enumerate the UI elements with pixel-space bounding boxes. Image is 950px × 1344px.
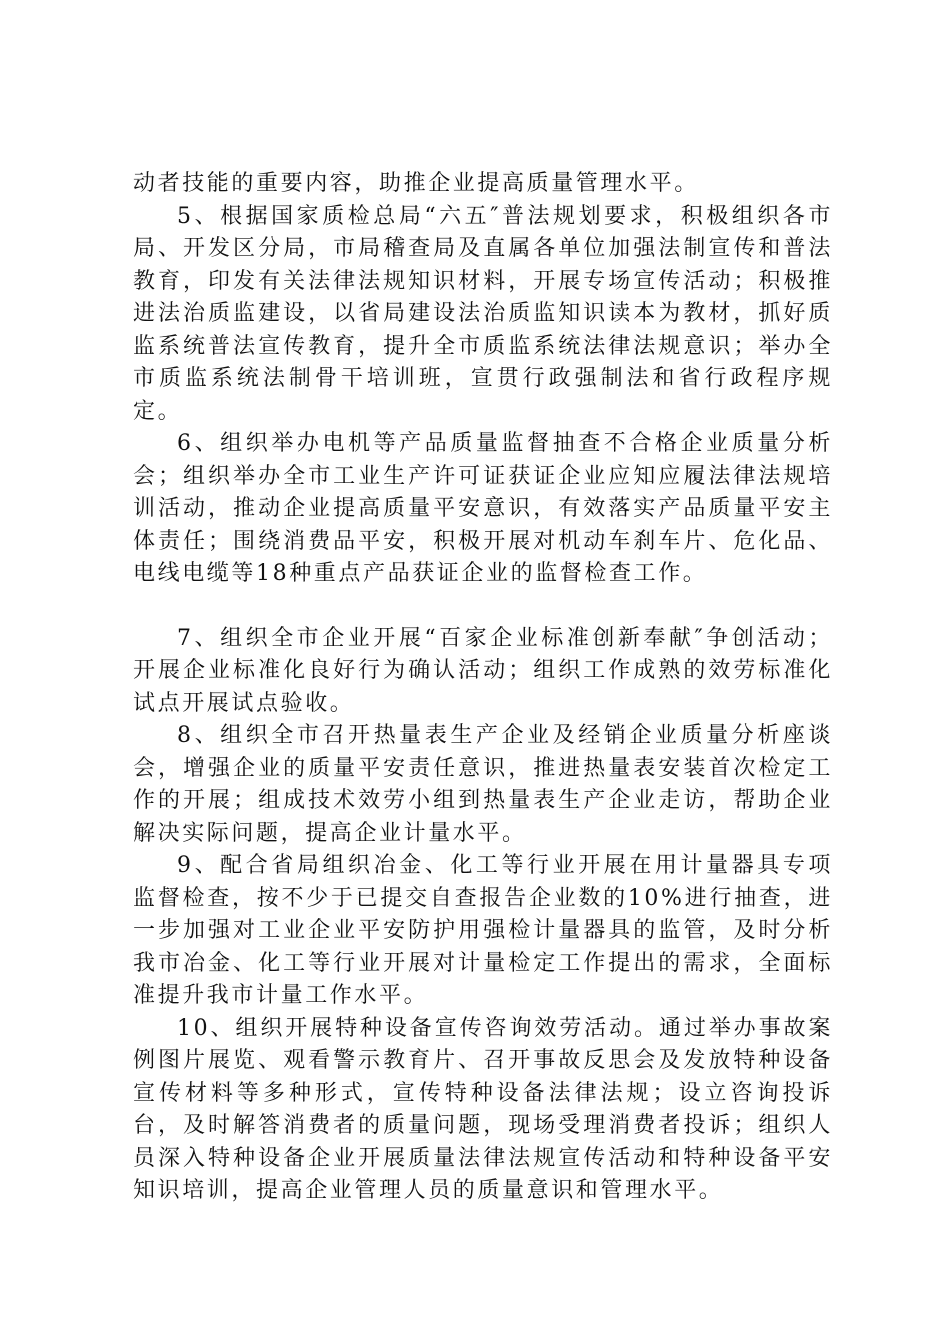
paragraph-item-9: 9、配合省局组织冶金、化工等行业开展在用计量器具专项监督检查，按不少于已提交自查报告企业数的10%进行抽查，进一步加强对工业企业平安防护用强检计量器具的监管，及时分析我市冶金、化工等行业开展对计量检定工作提出的需求，全面标准提升我市计量工作水平。: [133, 853, 833, 1008]
paragraph-item-10: 10、组织开展特种设备宣传咨询效劳活动。通过举办事故案例图片展览、观看警示教育片、召开事故反思会及发放特种设备宣传材料等多种形式，宣传特种设备法律法规；设立咨询投诉台，及时解答消费者的质量问题，现场受理消费者投诉；组织人员深入特种设备企业开展质量法律法规宣传活动和特种设备平安知识培训，提高企业管理人员的质量意识和管理水平。: [133, 1015, 833, 1203]
document-body: [133, 168, 833, 1208]
paragraph-item-8: 8、组织全市召开热量表生产企业及经销企业质量分析座谈会，增强企业的质量平安责任意识，推进热量表安装首次检定工作的开展；组成技术效劳小组到热量表生产企业走访，帮助企业解决实际问题，提高企业计量水平。: [133, 723, 833, 846]
paragraph-spacer: [133, 591, 833, 623]
paragraph-item-6: 6、组织举办电机等产品质量监督抽查不合格企业质量分析会；组织举办全市工业生产许可证获证企业应知应履法律法规培训活动，推动企业提高质量平安意识，有效落实产品质量平安主体责任；围绕消费品平安，积极开展对机动车刹车片、危化品、电线电缆等18种重点产品获证企业的监督检查工作。: [133, 431, 833, 586]
paragraph-item-7: 7、组织全市企业开展“百家企业标准创新奉献″争创活动；开展企业标准化良好行为确认活动；组织工作成熟的效劳标准化试点开展试点验收。: [133, 625, 833, 716]
paragraph-continuation: 动者技能的重要内容，助推企业提高质量管理水平。: [133, 171, 699, 196]
paragraph-item-5: 5、根据国家质检总局“六五″普法规划要求，积极组织各市局、开发区分局，市局稽查局及直属各单位加强法制宣传和普法教育，印发有关法律法规知识材料，开展专场宣传活动；积极推进法治质监建设，以省局建设法治质监知识读本为教材，抓好质监系统普法宣传教育，提升全市质监系统法律法规意识；举办全市质监系统法制骨干培训班，宣贯行政强制法和省行政程序规定。: [133, 203, 833, 424]
